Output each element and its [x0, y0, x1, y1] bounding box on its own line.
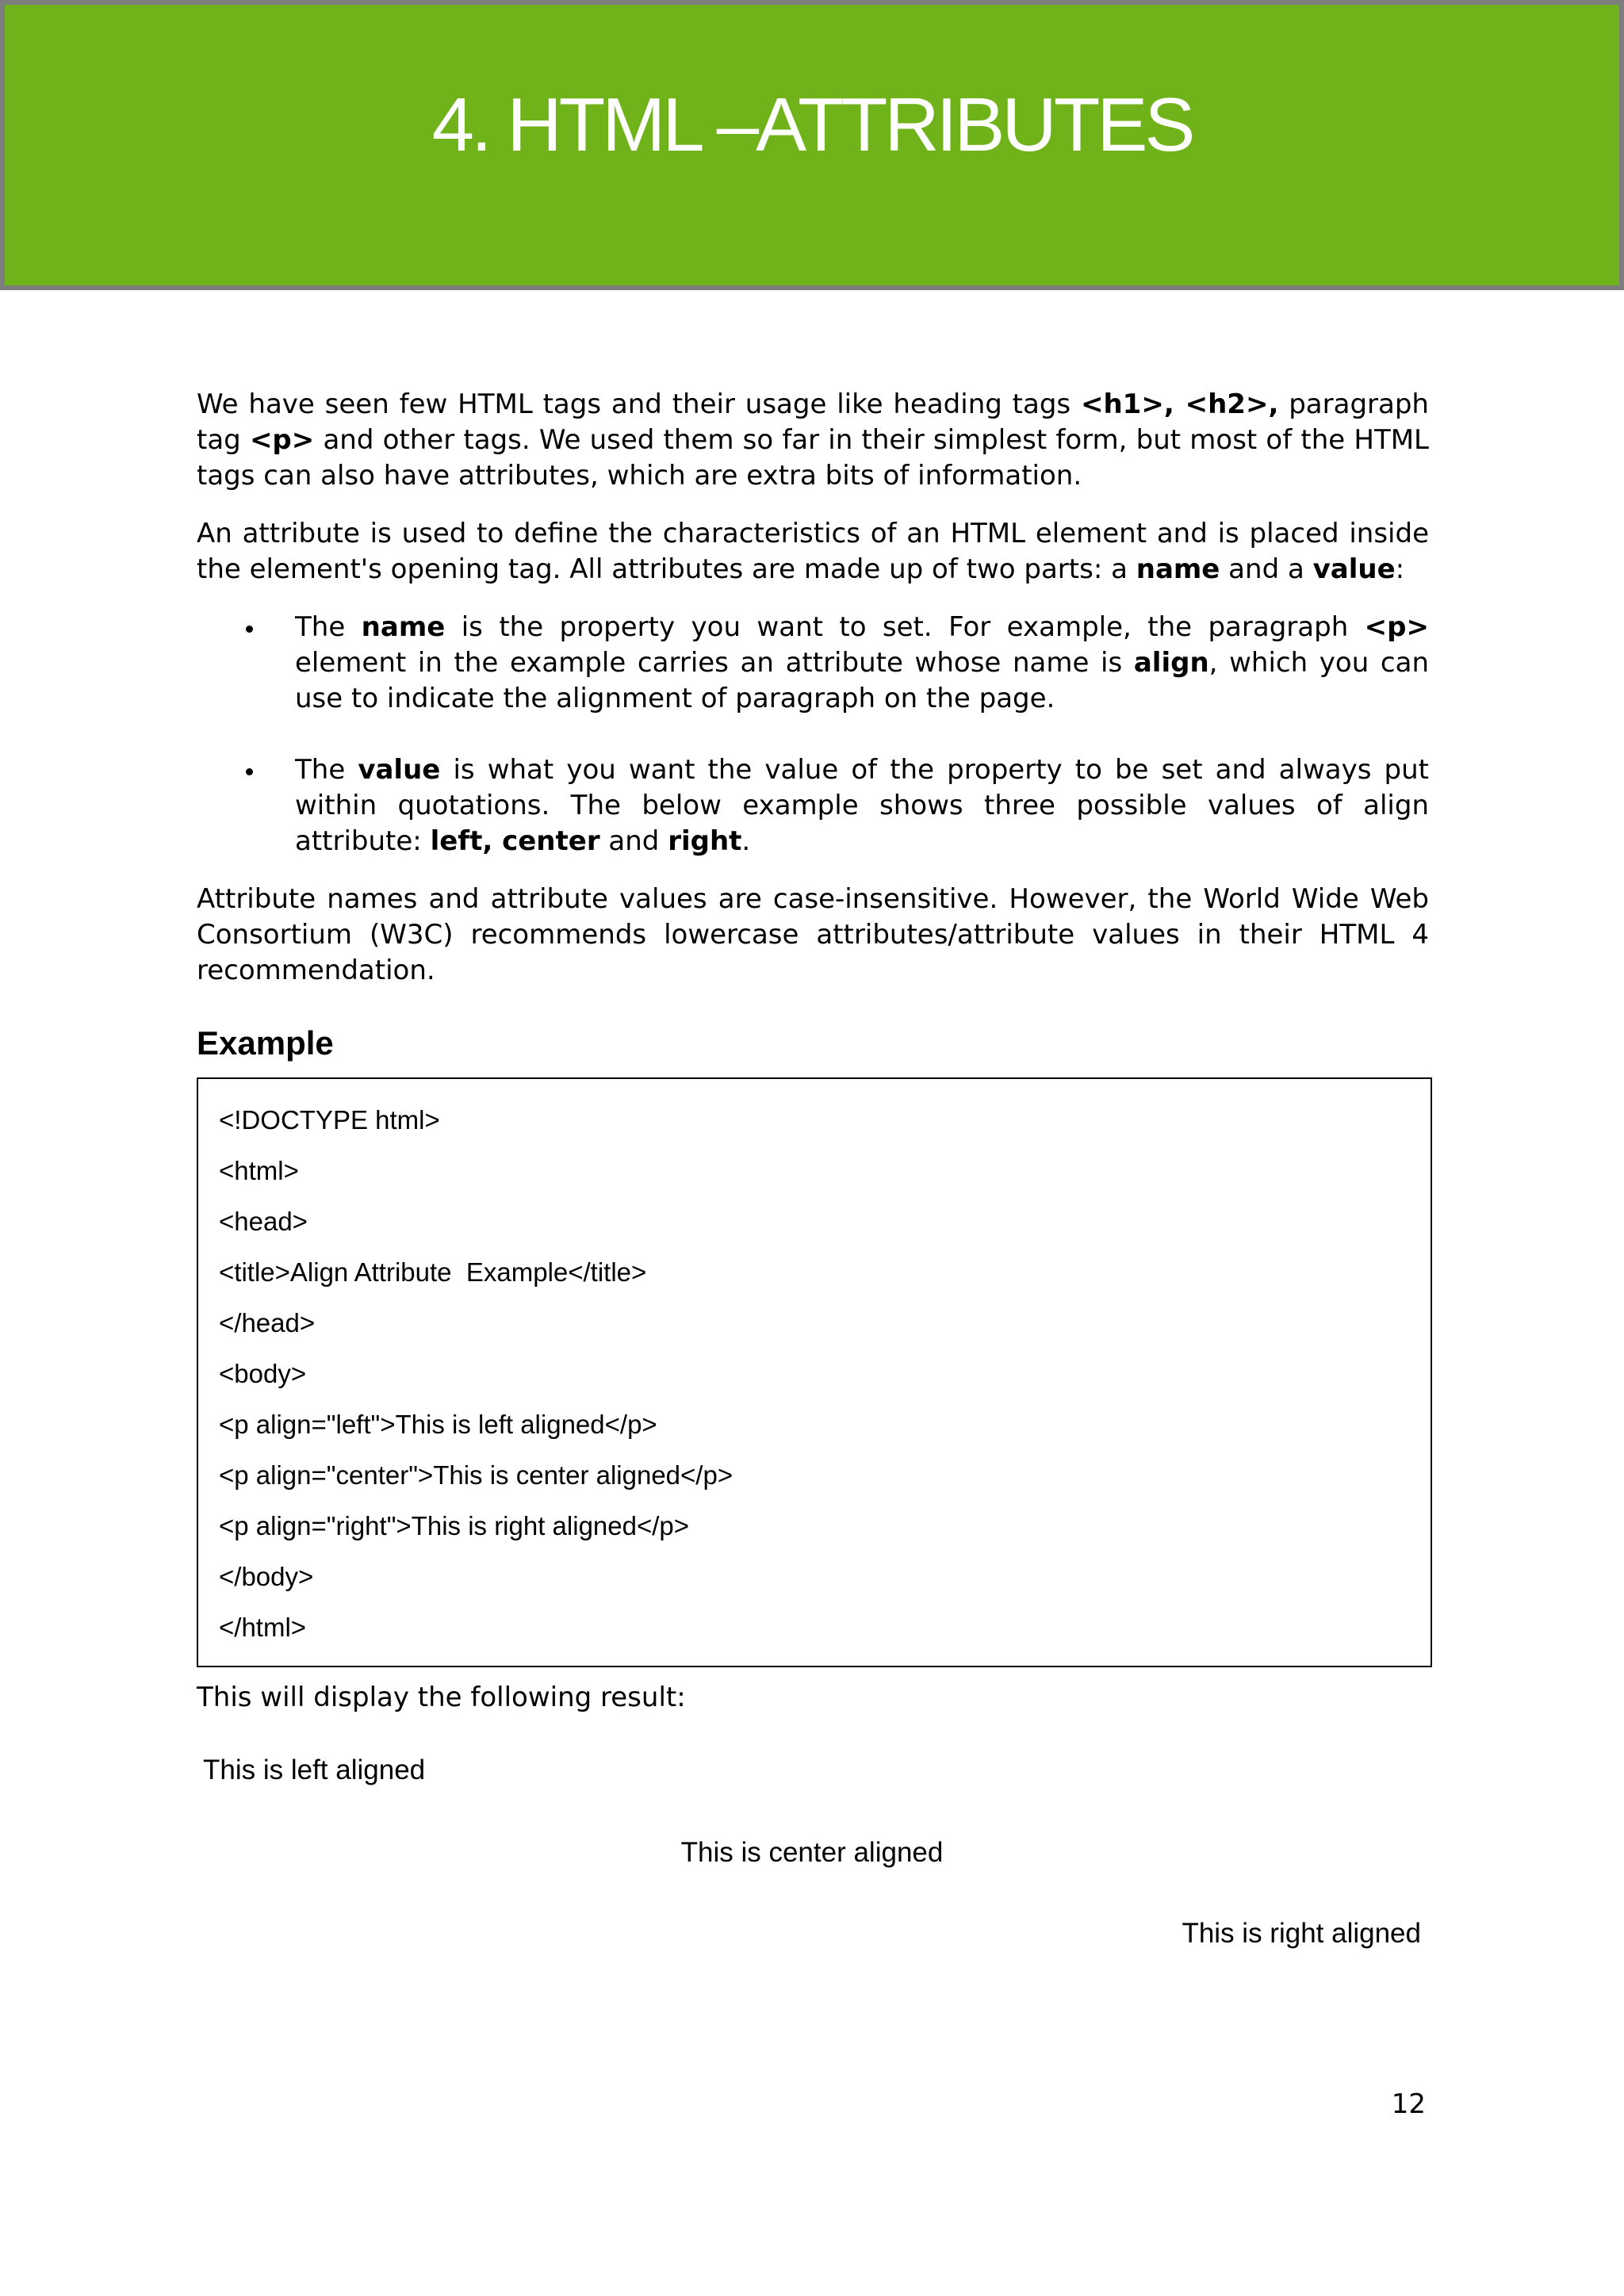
- p-tag-mention: <p>: [249, 424, 315, 456]
- code-line: </head>: [219, 1308, 316, 1337]
- list-item-value: The value is what you want the value of the property to be set and always put within quotations. The below example shows three possible values of align attribute: left, center and right.: [197, 752, 1429, 859]
- value-term: value: [1312, 553, 1396, 585]
- code-line: <head>: [219, 1207, 308, 1236]
- result-right-aligned: This is right aligned: [1182, 1918, 1421, 1949]
- intro-paragraph-2: An attribute is used to define the characteristics of an HTML element and is placed inside the element's opening tag. All attributes are made up of two parts: a name and a value:: [197, 518, 1429, 585]
- case-sensitivity-note: Attribute names and attribute values are case-insensitive. However, the World Wide Web Consortium (W3C) recommends lowercase attributes/attribute values in their HTML 4 recommendation.: [197, 883, 1429, 986]
- chapter-title: 4. HTML –ATTRIBUTES: [431, 82, 1193, 167]
- result-left-aligned: This is left aligned: [203, 1755, 426, 1785]
- code-line: <body>: [219, 1359, 307, 1388]
- code-line: </html>: [219, 1613, 307, 1642]
- code-example-box: [197, 1077, 1432, 1667]
- result-center-aligned: This is center aligned: [680, 1837, 944, 1868]
- heading-tags-mention: <h1>, <h2>,: [1080, 388, 1279, 420]
- chapter-banner: [0, 0, 1624, 290]
- name-term: name: [1136, 553, 1220, 585]
- code-line: <p align="left">This is left aligned</p>: [219, 1410, 657, 1439]
- list-item-name: The name is the property you want to set. For example, the paragraph <p> element in the example carries an attribute whose name is align, which you can use to indicate the alignment of paragraph on the page.: [197, 610, 1429, 717]
- attribute-parts-list: [197, 610, 1429, 859]
- code-line: <title>Align Attribute Example</title>: [219, 1257, 647, 1287]
- example-heading: Example: [197, 1024, 334, 1062]
- code-line: </body>: [219, 1562, 314, 1591]
- bullet-icon: [246, 768, 253, 775]
- code-line: <p align="center">This is center aligned</p>: [219, 1460, 733, 1490]
- result-intro: This will display the following result:: [197, 1682, 686, 1713]
- page-content: [197, 387, 1429, 1716]
- bullet-icon: [246, 626, 253, 633]
- code-line: <p align="right">This is right aligned</p>: [219, 1511, 690, 1540]
- page-number: 12: [1391, 2088, 1426, 2120]
- intro-paragraph-1: We have seen few HTML tags and their usage like heading tags <h1>, <h2>, paragraph tag <p> and other tags. We used them so far in their simplest form, but most of the HTML tags can also have attributes, which are extra bits of information.: [197, 388, 1429, 492]
- code-line: <!DOCTYPE html>: [219, 1105, 440, 1135]
- code-line: <html>: [219, 1156, 299, 1185]
